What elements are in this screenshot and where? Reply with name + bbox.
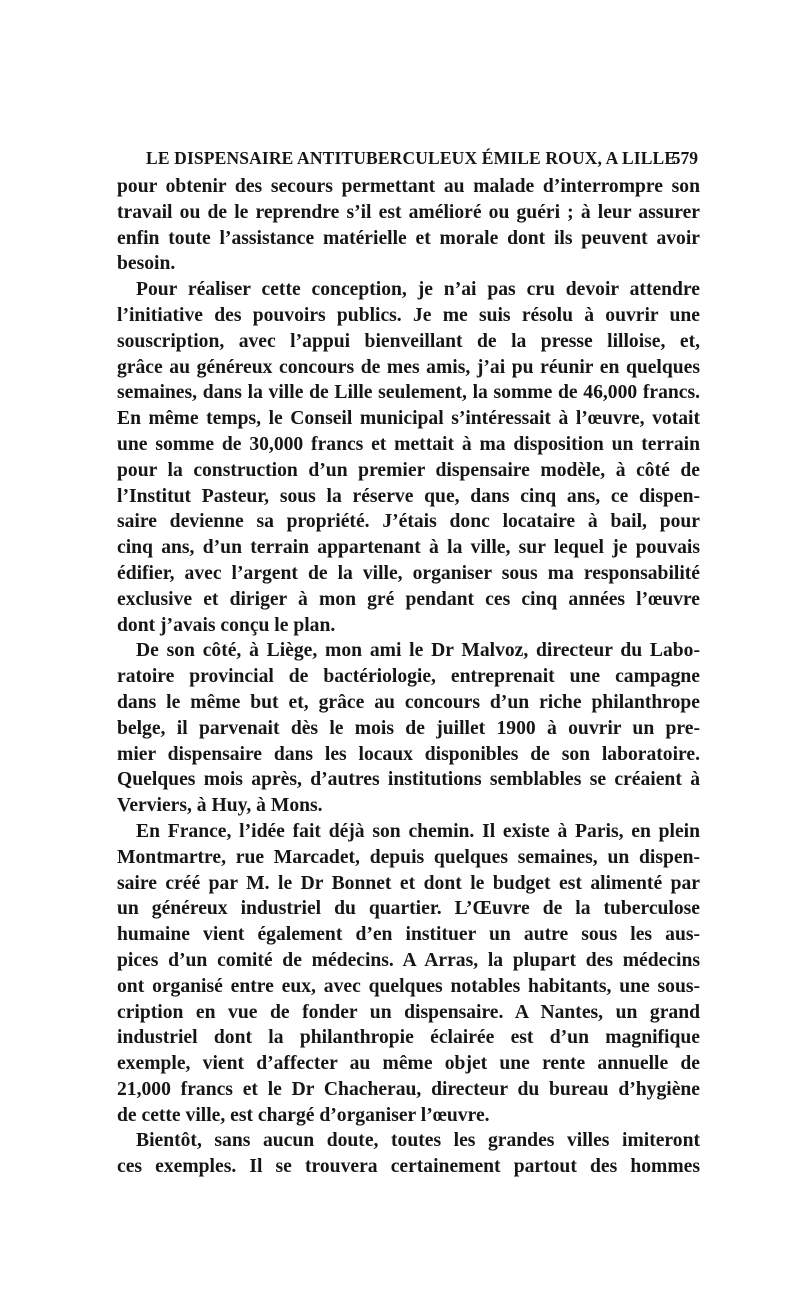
text-line: De son côté, à Liège, mon ami le Dr Malvoz, directeur du Labo- [136,640,700,662]
text-line: besoin. [117,253,176,275]
text-line: En même temps, le Conseil municipal s’intéressait à l’œuvre, votait [117,408,700,430]
text-line: mier dispensaire dans les locaux disponibles de son laboratoire. [117,743,700,765]
text-line: dont j’avais conçu le plan. [117,614,336,636]
text-line: En France, l’idée fait déjà son chemin. Il existe à Paris, en plein [136,820,700,842]
page-number: 579 [671,148,698,168]
running-title: LE DISPENSAIRE ANTITUBERCULEUX ÉMILE ROUX, A LILLE [146,148,677,168]
text-line: belge, il parvenait dès le mois de juillet 1900 à ouvrir un pre- [117,717,700,739]
text-line: édifier, avec l’argent de la ville, organiser sous ma responsabilité [117,562,700,584]
text-line: Pour réaliser cette conception, je n’ai pas cru devoir attendre [136,279,700,301]
text-line: exemple, vient d’affecter au même objet une rente annuelle de [117,1053,700,1075]
text-line: pour la construction d’un premier dispensaire modèle, à côté de [117,459,700,481]
text-line: ont organisé entre eux, avec quelques notables habitants, une sous- [117,975,700,997]
text-line: ratoire provincial de bactériologie, entreprenait une campagne [117,666,700,688]
text-line: industriel dont la philanthropie éclairée est d’un magnifique [117,1027,700,1049]
running-head [146,148,698,170]
text-line: Quelques mois après, d’autres institutions semblables se créaient à [117,769,700,791]
text-line: semaines, dans la ville de Lille seulement, la somme de 46,000 francs. [117,382,700,404]
text-line: Verviers, à Huy, à Mons. [117,795,323,817]
body-text [117,174,700,1180]
text-line: travail ou de le reprendre s’il est amélioré ou guéri ; à leur assurer [117,201,700,223]
text-line: saire devienne sa propriété. J’étais donc locataire à bail, pour [117,511,700,533]
text-line: une somme de 30,000 francs et mettait à ma disposition un terrain [117,433,700,455]
text-line: pour obtenir des secours permettant au malade d’interrompre son [117,176,700,197]
text-line: ces exemples. Il se trouvera certainement partout des hommes [117,1156,700,1178]
text-line: Montmartre, rue Marcadet, depuis quelques semaines, un dispen- [117,846,700,868]
text-line: enfin toute l’assistance matérielle et morale dont ils peuvent avoir [117,227,700,249]
text-line: saire créé par M. le Dr Bonnet et dont le budget est alimenté par [117,872,700,894]
text-line: l’initiative des pouvoirs publics. Je me suis résolu à ouvrir une [117,304,700,326]
text-line: cription en vue de fonder un dispensaire. A Nantes, un grand [117,1001,700,1023]
text-line: cinq ans, d’un terrain appartenant à la ville, sur lequel je pouvais [117,537,700,559]
text-line: de cette ville, est chargé d’organiser l’œuvre. [117,1104,490,1126]
text-line: pices d’un comité de médecins. A Arras, la plupart des médecins [117,949,700,971]
text-line: exclusive et diriger à mon gré pendant ces cinq années l’œuvre [117,588,700,610]
text-line: Bientôt, sans aucun doute, toutes les grandes villes imiteront [136,1130,700,1152]
text-line: l’Institut Pasteur, sous la réserve que, dans cinq ans, ce dispen- [117,485,700,507]
text-line: souscription, avec l’appui bienveillant de la presse lilloise, et, [117,330,700,352]
text-line: 21,000 francs et le Dr Chacherau, directeur du bureau d’hygiène [117,1078,700,1100]
text-line: grâce au généreux concours de mes amis, j’ai pu réunir en quelques [117,356,700,378]
text-line: un généreux industriel du quartier. L’Œuvre de la tuberculose [117,898,700,920]
text-line: humaine vient également d’en instituer un autre sous les aus- [117,924,700,946]
text-line: dans le même but et, grâce au concours d’un riche philanthrope [117,691,700,713]
